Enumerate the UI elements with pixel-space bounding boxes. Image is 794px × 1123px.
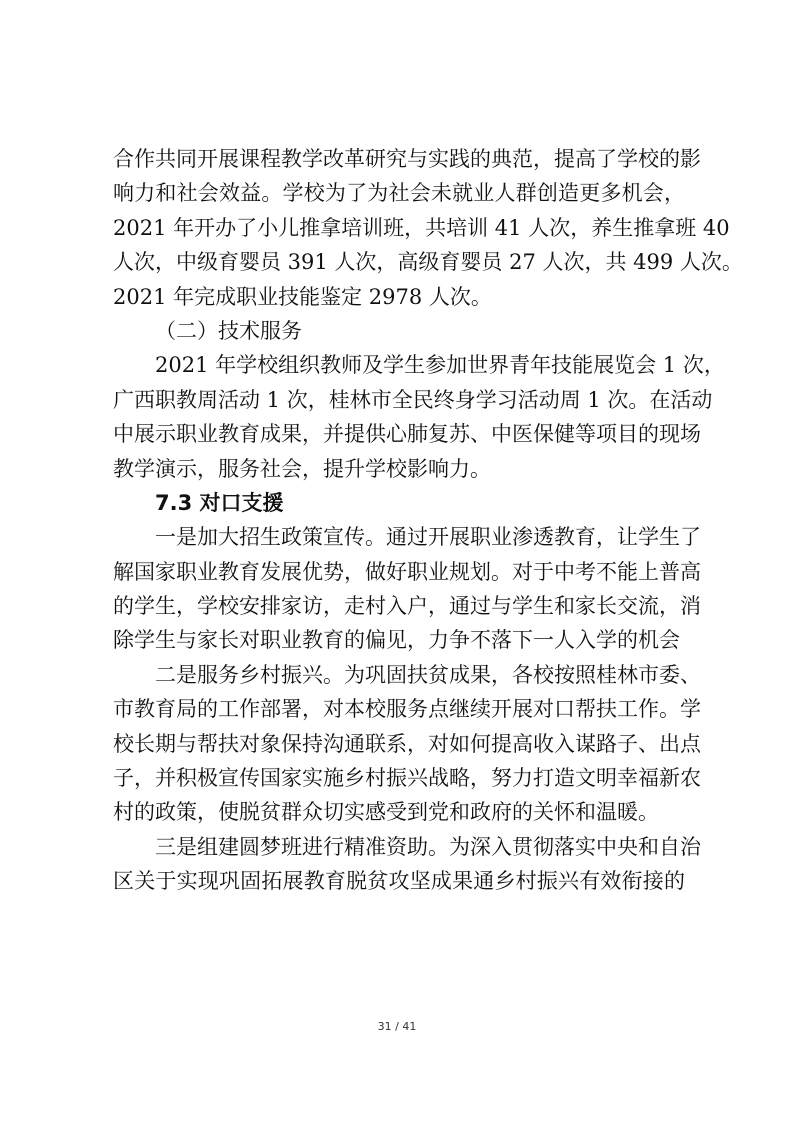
- text-line: 区关于实现巩固拓展教育脱贫攻坚成果通乡村振兴有效衔接的: [113, 869, 685, 894]
- page-number: 31 / 41: [377, 1020, 417, 1033]
- text-line: 除学生与家长对职业教育的偏见，力争不落下一人入学的机会: [113, 628, 680, 653]
- text-line: 解国家职业教育发展优势，做好职业规划。对于中考不能上普高: [113, 559, 701, 584]
- text-line: 一是加大招生政策宣传。通过开展职业渗透教育，让学生了: [155, 525, 701, 550]
- text-line: 市教育局的工作部署，对本校服务点继续开展对口帮扶工作。学: [113, 697, 701, 722]
- text-line: 二是服务乡村振兴。为巩固扶贫成果，各校按照桂林市委、: [155, 662, 701, 687]
- paragraph-rural-revitalization: [113, 658, 701, 830]
- section-heading-7-3: [113, 486, 685, 520]
- subheading-text: （二）技术服务: [155, 318, 302, 343]
- text-line: 2021 年完成职业技能鉴定 2978 人次。: [113, 284, 492, 309]
- text-line: 广西职教周活动 1 次，桂林市全民终身学习活动周 1 次。在活动: [113, 387, 713, 412]
- text-line: 2021 年开办了小儿推拿培训班，共培训 41 人次，养生推拿班 40: [113, 215, 730, 240]
- text-line: 教学演示，服务社会，提升学校影响力。: [113, 456, 491, 481]
- text-line: 的学生，学校安排家访，走村入户，通过与学生和家长交流，消: [113, 594, 701, 619]
- page-body: [113, 142, 743, 899]
- text-line: 子，并积极宣传国家实施乡村振兴战略，努力打造文明幸福新农: [113, 766, 701, 791]
- paragraph-dream-class: [113, 830, 701, 899]
- text-line: 村的政策，使脱贫群众切实感受到党和政府的关怀和温暖。: [113, 800, 659, 825]
- paragraph-training: [113, 142, 743, 314]
- text-line: 三是组建圆梦班进行精准资助。为深入贯彻落实中央和自治: [155, 834, 701, 859]
- text-line: 响力和社会效益。学校为了为社会未就业人群创造更多机会，: [113, 181, 685, 206]
- text-line: 校长期与帮扶对象保持沟通联系，对如何提高收入谋路子、出点: [113, 731, 701, 756]
- paragraph-enrollment-policy: [113, 520, 701, 658]
- text-line: 人次，中级育婴员 391 人次，高级育婴员 27 人次，共 499 人次。: [113, 250, 743, 275]
- paragraph-technical-service: [113, 348, 725, 486]
- text-line: 合作共同开展课程教学改革研究与实践的典范，提高了学校的影: [113, 147, 701, 171]
- subheading-technical-service: [113, 314, 685, 348]
- text-line: 中展示职业教育成果，并提供心肺复苏、中医保健等项目的现场: [113, 422, 701, 447]
- text-line: 2021 年学校组织教师及学生参加世界青年技能展览会 1 次，: [155, 353, 725, 378]
- section-heading-text: 7.3 对口支援: [155, 490, 284, 515]
